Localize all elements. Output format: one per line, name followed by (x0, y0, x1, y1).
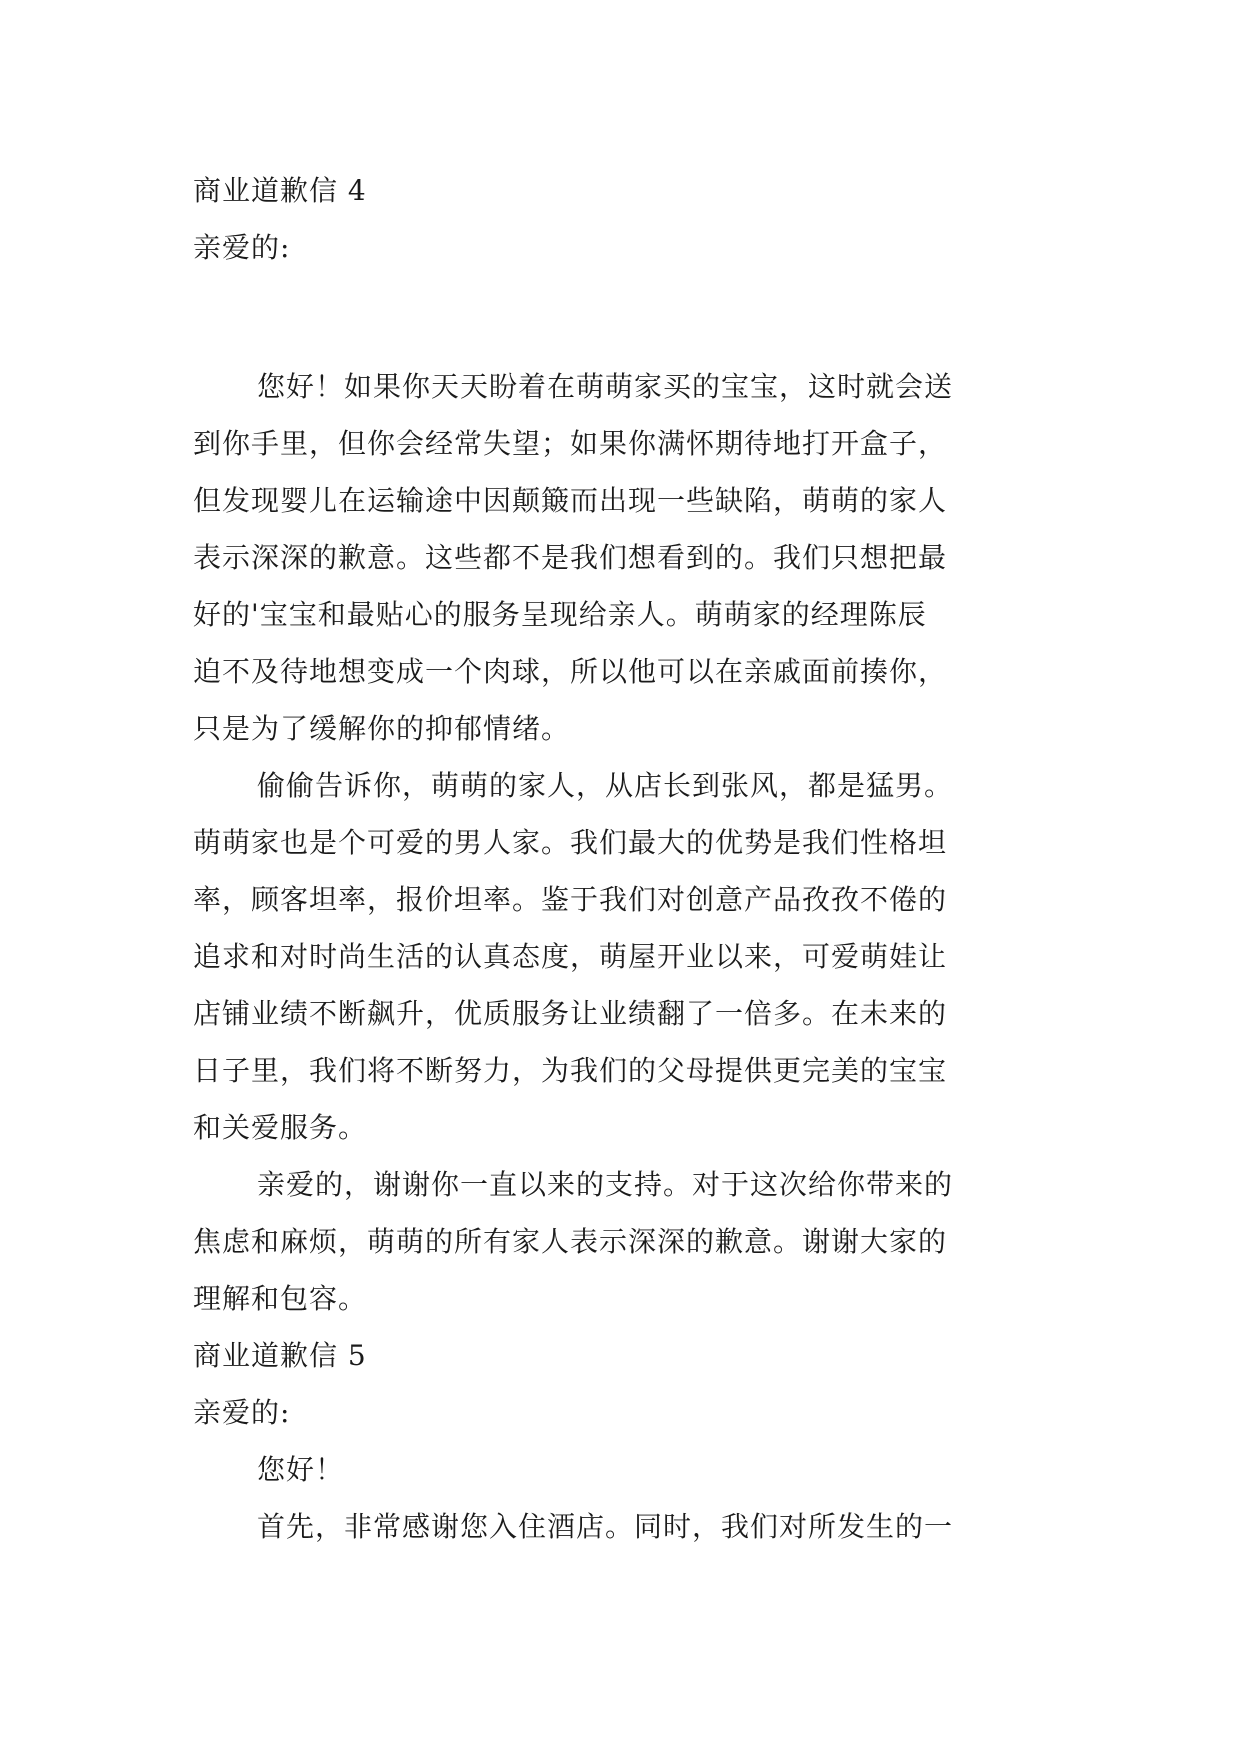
paragraph-line: 但发现婴儿在运输途中因颠簸而出现一些缺陷，萌萌的家人 (193, 484, 948, 517)
paragraph-line: 焦虑和麻烦，萌萌的所有家人表示深深的歉意。谢谢大家的 (193, 1225, 948, 1258)
paragraph-line: 好的'宝宝和最贴心的服务呈现给亲人。萌萌家的经理陈辰 (193, 598, 927, 631)
letter-5-salutation: 亲爱的: (193, 1396, 291, 1429)
paragraph-line: 追求和对时尚生活的认真态度，萌屋开业以来，可爱萌娃让 (193, 940, 948, 973)
paragraph-line: 萌萌家也是个可爱的男人家。我们最大的优势是我们性格坦 (193, 826, 948, 859)
blank-spacer (193, 276, 1063, 358)
letter-5-greeting: 您好！ (257, 1453, 345, 1486)
letter-4-paragraph-1 (193, 358, 1063, 757)
paragraph-line: 理解和包容。 (193, 1282, 368, 1315)
letter-5-heading: 商业道歉信 5 (193, 1339, 367, 1372)
letter-4-paragraph-2 (193, 757, 1063, 1156)
paragraph-line: 只是为了缓解你的抑郁情绪。 (193, 712, 571, 745)
paragraph-line: 亲爱的，谢谢你一直以来的支持。对于这次给你带来的 (257, 1168, 954, 1201)
paragraph-line: 表示深深的歉意。这些都不是我们想看到的。我们只想把最 (193, 541, 948, 574)
paragraph-line: 率，顾客坦率，报价坦率。鉴于我们对创意产品孜孜不倦的 (193, 883, 948, 916)
letter-4-heading: 商业道歉信 4 (193, 174, 367, 207)
paragraph-line: 日子里，我们将不断努力，为我们的父母提供更完美的宝宝 (193, 1054, 948, 1087)
paragraph-line: 到你手里，但你会经常失望；如果你满怀期待地打开盒子， (193, 427, 948, 460)
paragraph-line: 和关爱服务。 (193, 1111, 368, 1144)
paragraph-line: 偷偷告诉你，萌萌的家人，从店长到张风，都是猛男。 (257, 769, 954, 802)
paragraph-line: 店铺业绩不断飙升，优质服务让业绩翻了一倍多。在未来的 (193, 997, 948, 1030)
letter-4-paragraph-3 (193, 1156, 1063, 1327)
letter-5-paragraph-1-line: 首先，非常感谢您入住酒店。同时，我们对所发生的一 (257, 1510, 954, 1543)
paragraph-line: 您好！如果你天天盼着在萌萌家买的宝宝，这时就会送 (257, 370, 954, 403)
document-body (193, 162, 1063, 1555)
letter-4-salutation: 亲爱的: (193, 231, 291, 264)
paragraph-line: 迫不及待地想变成一个肉球，所以他可以在亲戚面前揍你， (193, 655, 948, 688)
